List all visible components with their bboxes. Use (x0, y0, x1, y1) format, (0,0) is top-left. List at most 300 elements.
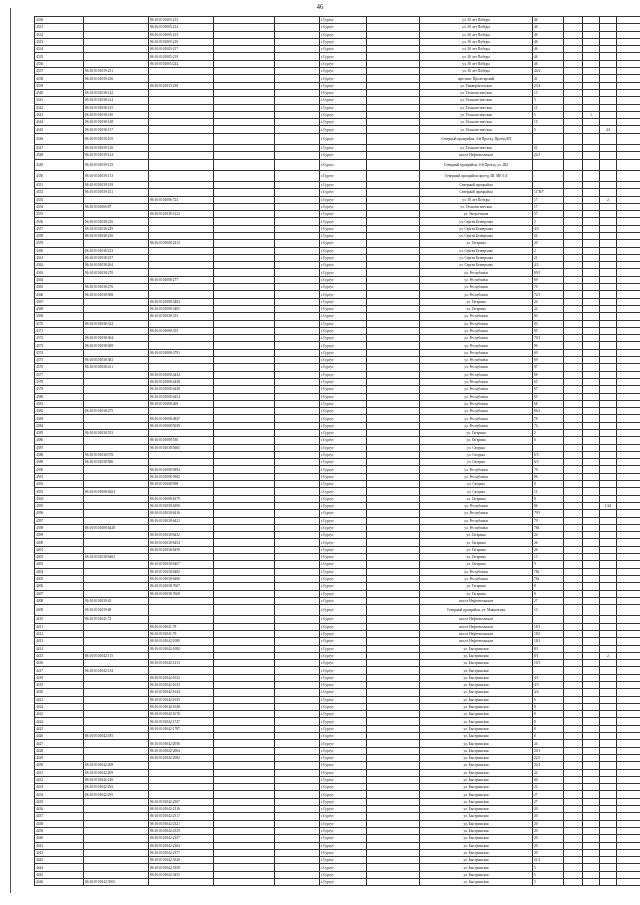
cell-e4 (564, 82, 583, 89)
cell-e3 (367, 725, 420, 732)
cell-e4 (564, 240, 583, 247)
cell-e4 (564, 60, 583, 67)
cell-cad2 (149, 262, 214, 269)
cell-e1 (214, 689, 275, 696)
cell-e5 (583, 466, 600, 473)
cell-e5 (583, 408, 600, 415)
cell-city: г.Сургут (320, 711, 367, 718)
cell-e6 (600, 320, 617, 327)
cell-cad2: 86:10:0101041:79 (149, 630, 214, 637)
cell-e6 (600, 638, 617, 645)
cell-city: г.Сургут (320, 126, 367, 133)
table-row (35, 806, 640, 813)
cell-cad1: 86:10:0101038:270 (84, 269, 149, 276)
cell-e5 (583, 17, 600, 24)
cell-city: г.Сургут (320, 437, 367, 444)
cell-e2 (275, 703, 320, 710)
table-row (35, 681, 640, 688)
cell-street: ул. Сергея Безверхова (420, 254, 533, 261)
cell-city: г.Сургут (320, 422, 367, 429)
cell-e4 (564, 262, 583, 269)
cell-e6 (600, 104, 617, 111)
cell-house: 24 (533, 532, 564, 539)
cell-cad1 (84, 638, 149, 645)
cell-house (533, 616, 564, 623)
cell-house: 6 (533, 437, 564, 444)
cell-e3 (367, 524, 420, 531)
cell-city: г.Сургут (320, 218, 367, 225)
cell-city: г.Сургут (320, 864, 367, 871)
cell-e2 (275, 879, 320, 886)
cell-num: 4332 (35, 31, 84, 38)
cell-e5 (583, 762, 600, 769)
cell-street: ул. Республики (420, 335, 533, 342)
cell-cad2: 86:10:0101008:335 (149, 327, 214, 334)
cell-e2 (275, 481, 320, 488)
cell-e6 (600, 60, 617, 67)
cell-e7 (617, 53, 640, 60)
cell-e4 (564, 638, 583, 645)
table-row (35, 798, 640, 805)
cell-city: г.Сургут (320, 561, 367, 568)
cell-e1 (214, 827, 275, 834)
cell-e2 (275, 159, 320, 170)
cell-cad1: 86:10:0101038:237 (84, 254, 149, 261)
cell-e6 (600, 703, 617, 710)
cell-cad1: 86:10:0101038:124 (84, 97, 149, 104)
cell-e6 (600, 473, 617, 480)
cell-e6 (600, 791, 617, 798)
table-row (35, 284, 640, 291)
cell-city: г.Сургут (320, 747, 367, 754)
cell-e7 (617, 313, 640, 320)
cell-street: ул. Быстринская (420, 879, 533, 886)
cell-num: 4377 (35, 371, 84, 378)
cell-street: ул. Сатурна (420, 444, 533, 451)
cell-street: ул. Республики (420, 386, 533, 393)
cell-e5 (583, 623, 600, 630)
cell-cad1 (84, 806, 149, 813)
cell-e7 (617, 400, 640, 407)
cell-e5 (583, 386, 600, 393)
cell-e4 (564, 864, 583, 871)
cell-e7 (617, 254, 640, 261)
cell-e6 (600, 835, 617, 842)
cell-cad2: 86:10:0101008:4847 (149, 415, 214, 422)
cell-num: 4338 (35, 75, 84, 82)
cell-e4 (564, 126, 583, 133)
cell-house: 86 (533, 473, 564, 480)
cell-num: 4366 (35, 291, 84, 298)
cell-e3 (367, 393, 420, 400)
cell-street: ул. Быстринская (420, 798, 533, 805)
cell-cad1: 86:10:0101042:292 (84, 784, 149, 791)
cell-street: ул. Республики (420, 517, 533, 524)
cell-house: 69 (533, 357, 564, 364)
cell-city: г.Сургут (320, 444, 367, 451)
cell-city: г.Сургут (320, 203, 367, 210)
table-row (35, 871, 640, 878)
cell-e5 (583, 68, 600, 75)
cell-e5 (583, 747, 600, 754)
cell-city: г.Сургут (320, 660, 367, 667)
table-row (35, 597, 640, 604)
cell-cad1 (84, 718, 149, 725)
cell-e1 (214, 298, 275, 305)
cell-e1 (214, 111, 275, 118)
cell-e6 (600, 539, 617, 546)
cell-e7 (617, 159, 640, 170)
cell-num: 4405 (35, 575, 84, 582)
cell-e2 (275, 568, 320, 575)
cell-num: 4425 (35, 725, 84, 732)
cell-e3 (367, 451, 420, 458)
cell-city: г.Сургут (320, 159, 367, 170)
cell-num: 4379 (35, 386, 84, 393)
cell-cad2: 86:10:0101008:5902 (149, 473, 214, 480)
cell-city: г.Сургут (320, 104, 367, 111)
cell-street: ул. Республики (420, 422, 533, 429)
cell-e3 (367, 82, 420, 89)
cell-street: ул. Технологическая (420, 111, 533, 118)
cell-e7 (617, 320, 640, 327)
cell-e2 (275, 415, 320, 422)
table-row (35, 126, 640, 133)
cell-e4 (564, 539, 583, 546)
cell-cad2: 86:10:0101008:4432 (149, 371, 214, 378)
table-row (35, 68, 640, 75)
cell-e5 (583, 254, 600, 261)
cell-e5 (583, 583, 600, 590)
cell-e1 (214, 371, 275, 378)
cell-e6 (600, 444, 617, 451)
cell-house: 2 (533, 218, 564, 225)
cell-street: ул. Быстринская (420, 674, 533, 681)
cell-house: 23/4 (533, 82, 564, 89)
cell-cad1 (84, 46, 149, 53)
cell-e1 (214, 144, 275, 151)
cell-cad1: 86:10:0101038:533 (84, 430, 149, 437)
table-row (35, 46, 640, 53)
cell-e5 (583, 597, 600, 604)
cell-num: 4365 (35, 284, 84, 291)
cell-e5 (583, 495, 600, 502)
table-row (35, 711, 640, 718)
cell-e3 (367, 561, 420, 568)
cell-e4 (564, 46, 583, 53)
cell-e6 (600, 269, 617, 276)
cell-e3 (367, 696, 420, 703)
cell-e2 (275, 320, 320, 327)
cell-street: ул. Технологическая (420, 89, 533, 96)
cell-cad2: 86:10:0101006:723 (149, 196, 214, 203)
cell-num: 4445 (35, 871, 84, 878)
cell-e3 (367, 762, 420, 769)
cell-e2 (275, 532, 320, 539)
cell-city: г.Сургут (320, 240, 367, 247)
cell-house: 20 (533, 813, 564, 820)
cell-city: г.Сургут (320, 605, 367, 616)
cell-city: г.Сургут (320, 871, 367, 878)
cell-num: 4334 (35, 46, 84, 53)
cell-cad2: 86:10:0101008:2413 (149, 240, 214, 247)
cell-num: 4446 (35, 879, 84, 886)
cell-e1 (214, 276, 275, 283)
cell-e7 (617, 605, 640, 616)
cell-e1 (214, 747, 275, 754)
table-row (35, 97, 640, 104)
cell-cad1: 86:10:0101039:411 (84, 189, 149, 196)
cell-cad2: 86:10:0101042:1648 (149, 703, 214, 710)
table-row (35, 481, 640, 488)
cell-e6 (600, 451, 617, 458)
cell-e2 (275, 590, 320, 597)
table-row (35, 60, 640, 67)
cell-city: г.Сургут (320, 31, 367, 38)
cell-e7 (617, 46, 640, 53)
cell-e3 (367, 342, 420, 349)
cell-e5 (583, 276, 600, 283)
cell-city: г.Сургут (320, 305, 367, 312)
cell-e1 (214, 17, 275, 24)
cell-street: ул. Республики (420, 415, 533, 422)
cell-e7 (617, 17, 640, 24)
cell-num: 4418 (35, 674, 84, 681)
cell-num: 4416 (35, 660, 84, 667)
table-row (35, 645, 640, 652)
cell-street: ул. Республики (420, 568, 533, 575)
cell-e1 (214, 776, 275, 783)
table-row (35, 349, 640, 356)
cell-e2 (275, 335, 320, 342)
cell-house: 5 (533, 871, 564, 878)
cell-city: г.Сургут (320, 247, 367, 254)
cell-e5 (583, 232, 600, 239)
cell-num: 4437 (35, 813, 84, 820)
cell-e5 (583, 247, 600, 254)
cell-num: 4354 (35, 203, 84, 210)
cell-street: ул. Республики (420, 371, 533, 378)
cell-street: Северный промрайон (420, 181, 533, 188)
cell-e3 (367, 864, 420, 871)
cell-house (533, 170, 564, 181)
cell-house: 18/1 (533, 623, 564, 630)
cell-cad1 (84, 415, 149, 422)
cell-e4 (564, 554, 583, 561)
cell-e5 (583, 849, 600, 856)
cell-e7 (617, 481, 640, 488)
cell-e6 (600, 203, 617, 210)
cell-e7 (617, 747, 640, 754)
cell-e6 (600, 784, 617, 791)
table-row (35, 879, 640, 886)
cell-e2 (275, 689, 320, 696)
cell-e5 (583, 696, 600, 703)
cell-e7 (617, 393, 640, 400)
cell-cad2: 86:10:0101005:215 (149, 31, 214, 38)
table-row (35, 740, 640, 747)
cell-num: 4387 (35, 444, 84, 451)
cell-e1 (214, 232, 275, 239)
cell-num: 4385 (35, 430, 84, 437)
cell-e2 (275, 126, 320, 133)
cell-e7 (617, 451, 640, 458)
cell-city: г.Сургут (320, 181, 367, 188)
cell-e5 (583, 38, 600, 45)
cell-e7 (617, 575, 640, 582)
cell-e3 (367, 170, 420, 181)
cell-e7 (617, 835, 640, 842)
cell-cad2 (149, 554, 214, 561)
cell-e4 (564, 667, 583, 674)
cell-e7 (617, 510, 640, 517)
cell-cad1 (84, 24, 149, 31)
cell-e6 (600, 660, 617, 667)
cell-cad2 (149, 335, 214, 342)
cell-city: г.Сургут (320, 46, 367, 53)
cell-e3 (367, 813, 420, 820)
cell-city: г.Сургут (320, 24, 367, 31)
cell-house: 74 (533, 422, 564, 429)
cell-e1 (214, 849, 275, 856)
cell-cad2: 86:10:0101042:1632 (149, 674, 214, 681)
cell-e3 (367, 791, 420, 798)
cell-e6 (600, 364, 617, 371)
cell-city: г.Сургут (320, 725, 367, 732)
cell-cad2 (149, 776, 214, 783)
cell-e7 (617, 422, 640, 429)
cell-house: 17 (533, 203, 564, 210)
cell-cad1: 86:10:0101006:87 (84, 203, 149, 210)
cell-city: г.Сургут (320, 75, 367, 82)
cell-e7 (617, 126, 640, 133)
cell-e6 (600, 89, 617, 96)
cell-num: 4421 (35, 696, 84, 703)
cell-street: Северный промрайон (420, 189, 533, 196)
cell-cad1: 86:10:0101038:122 (84, 89, 149, 96)
cell-e6 (600, 711, 617, 718)
cell-e7 (617, 827, 640, 834)
cell-e3 (367, 144, 420, 151)
cell-cad1: 86:10:0101038:229 (84, 225, 149, 232)
cell-num: 4362 (35, 262, 84, 269)
cell-e2 (275, 89, 320, 96)
cell-street: ул. Сергея Безверхова (420, 247, 533, 254)
table-row (35, 776, 640, 783)
cell-e2 (275, 408, 320, 415)
cell-cad2 (149, 879, 214, 886)
cell-e5 (583, 539, 600, 546)
cell-city: г.Сургут (320, 466, 367, 473)
cell-city: г.Сургут (320, 495, 367, 502)
cell-num: 4436 (35, 806, 84, 813)
cell-city: г.Сургут (320, 776, 367, 783)
cell-cad2 (149, 291, 214, 298)
cell-e2 (275, 747, 320, 754)
cell-cad2 (149, 203, 214, 210)
cell-cad2 (149, 733, 214, 740)
cell-cad1 (84, 561, 149, 568)
cell-street: шоссе Нефтеюганское (420, 638, 533, 645)
cell-e3 (367, 776, 420, 783)
cell-e6 (600, 254, 617, 261)
cell-cad2: 86:10:0101038:6459 (149, 546, 214, 553)
cell-e3 (367, 510, 420, 517)
cell-cad2 (149, 225, 214, 232)
cell-house: 79/1 (533, 510, 564, 517)
cell-e4 (564, 674, 583, 681)
cell-city: г.Сургут (320, 718, 367, 725)
cell-e1 (214, 864, 275, 871)
table-row (35, 232, 640, 239)
cell-e5 (583, 667, 600, 674)
cell-house: 24 (533, 298, 564, 305)
cell-street: ул. Республики (420, 408, 533, 415)
cell-e3 (367, 539, 420, 546)
cell-cad2: 86:10:0101005:216 (149, 38, 214, 45)
cell-cad2 (149, 119, 214, 126)
table-row (35, 415, 640, 422)
cell-num: 4384 (35, 422, 84, 429)
cell-e1 (214, 871, 275, 878)
cell-e3 (367, 218, 420, 225)
cell-cad2 (149, 667, 214, 674)
cell-e1 (214, 835, 275, 842)
cell-house: 68 (533, 371, 564, 378)
cell-street: ул. Быстринская (420, 842, 533, 849)
cell-e3 (367, 364, 420, 371)
cell-e1 (214, 393, 275, 400)
cell-e2 (275, 725, 320, 732)
cell-street: ул. Республики (420, 510, 533, 517)
cell-e4 (564, 568, 583, 575)
cell-num: 4342 (35, 104, 84, 111)
cell-house: 6 (533, 696, 564, 703)
cell-cad1: 86:10:0101038:276 (84, 284, 149, 291)
cell-house: 21 (533, 144, 564, 151)
cell-e1 (214, 733, 275, 740)
cell-e6 (600, 17, 617, 24)
cell-e2 (275, 798, 320, 805)
cell-cad2: 86:10:0101008:277 (149, 276, 214, 283)
cell-house: 69 (533, 276, 564, 283)
cell-cad2 (149, 111, 214, 118)
cell-e1 (214, 218, 275, 225)
cell-cad2: 86:10:0101042:2307 (149, 798, 214, 805)
cell-num: 4383 (35, 415, 84, 422)
cell-house: 3 (533, 97, 564, 104)
cell-house: 4/2 (533, 262, 564, 269)
cell-num: 4371 (35, 327, 84, 334)
cell-cad2 (149, 488, 214, 495)
cell-num: 4399 (35, 532, 84, 539)
cell-e2 (275, 842, 320, 849)
cell-e7 (617, 630, 640, 637)
cell-e3 (367, 104, 420, 111)
cell-house: 65 (533, 378, 564, 385)
cell-e3 (367, 849, 420, 856)
cell-city: г.Сургут (320, 97, 367, 104)
cell-e6: 2 (600, 196, 617, 203)
cell-cad1 (84, 349, 149, 356)
table-row (35, 247, 640, 254)
cell-city: г.Сургут (320, 415, 367, 422)
cell-num: 4429 (35, 754, 84, 761)
cell-e2 (275, 827, 320, 834)
cell-street: ул. 30 лет Победы (420, 53, 533, 60)
cell-e5 (583, 46, 600, 53)
cell-cad1 (84, 645, 149, 652)
